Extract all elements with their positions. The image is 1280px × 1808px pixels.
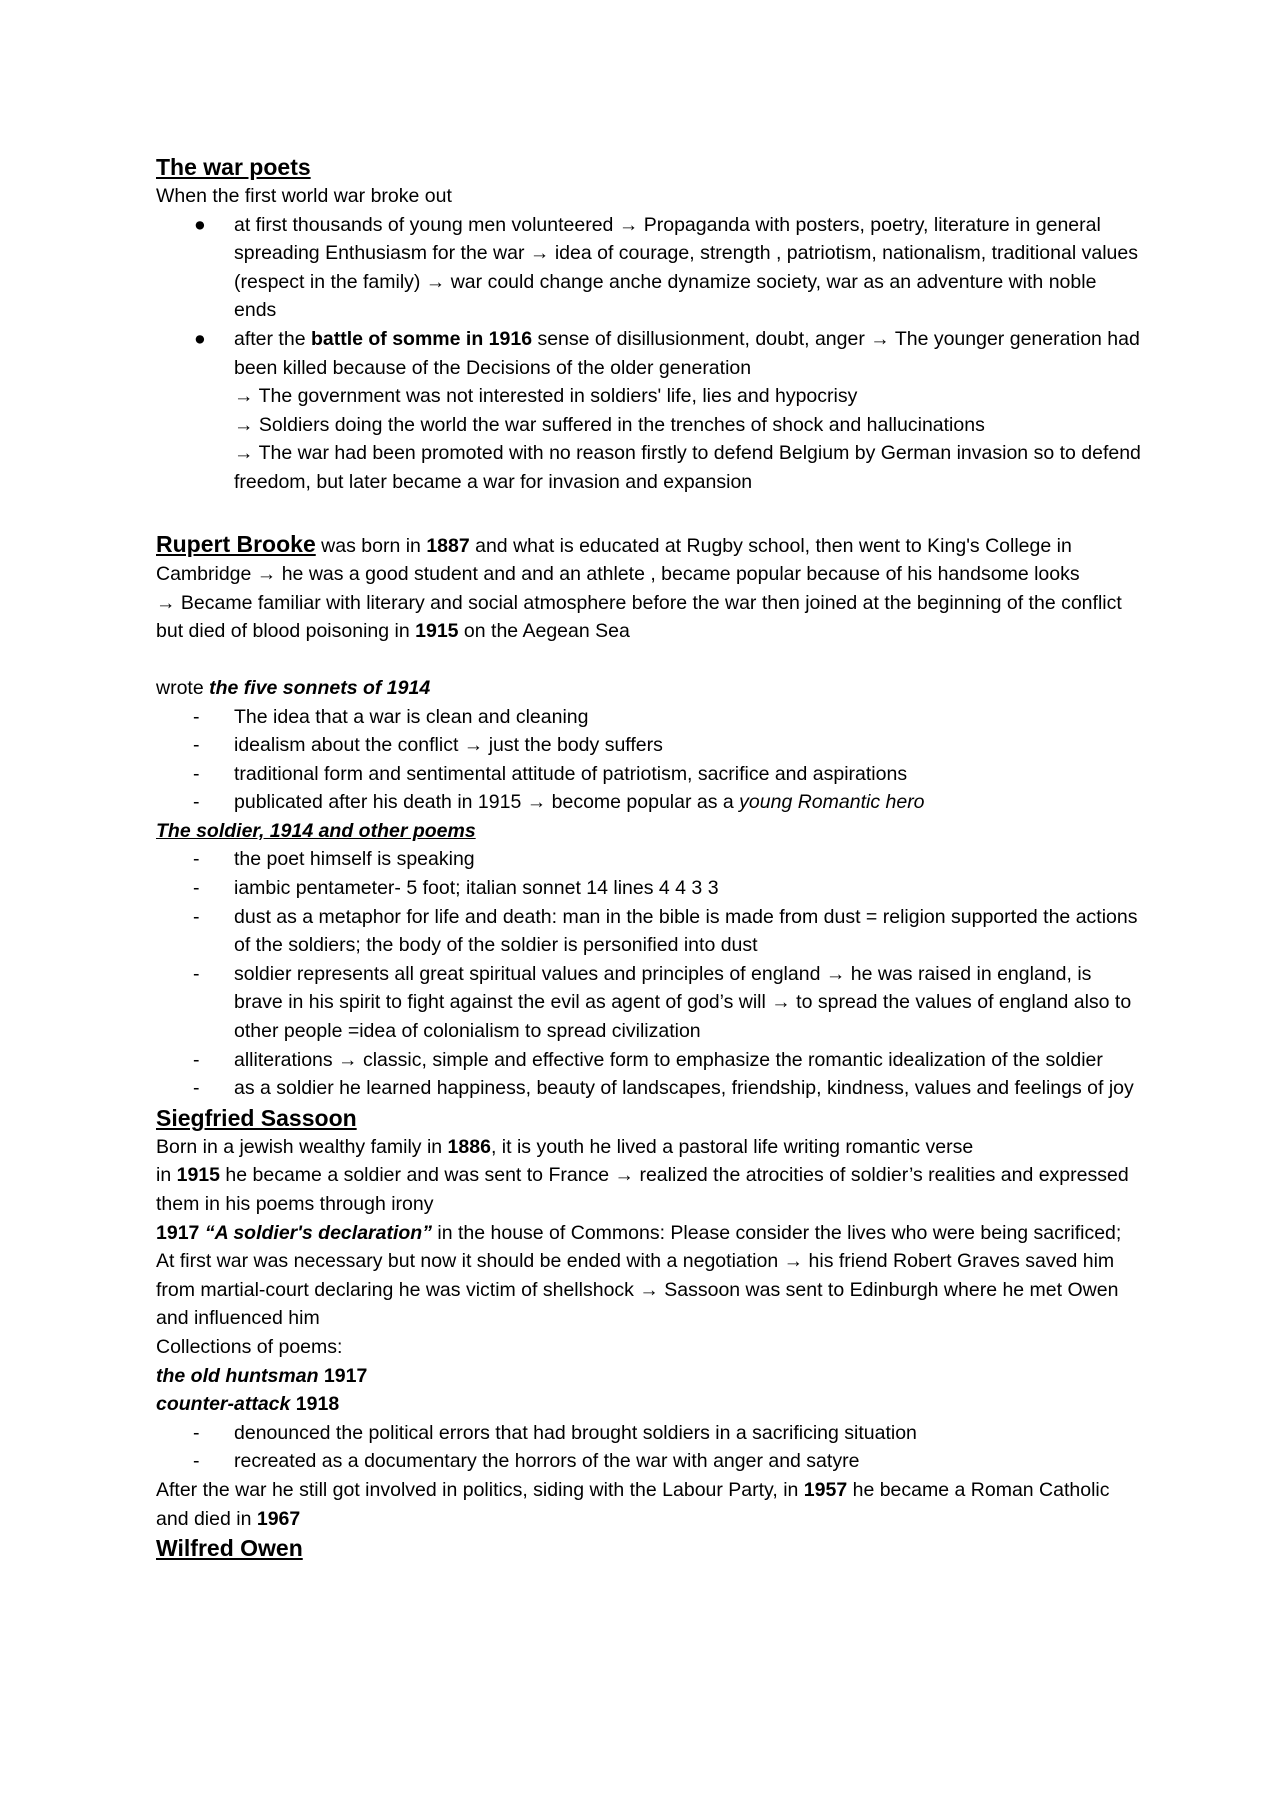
brooke-bio-2: → Became familiar with literary and social atmosphere before the war then joined at the beginning of the conflict but died of blood poisoning in 1915 on the Aegean Sea [156,591,1122,643]
sassoon-after-war: After the war he still got involved in politics, siding with the Labour Party, in 1957 he became a Roman Catholic and died in 1967 [156,1478,1110,1530]
section-title-brooke: Rupert Brooke [156,530,316,557]
sassoon-points [156,1419,1141,1476]
list-item: - recreated as a documentary the horrors of the war with anger and satyre [193,1450,860,1473]
list-item: - the poet himself is speaking [193,848,475,871]
bullet-marker: ● [194,213,206,236]
sassoon-line-1: Born in a jewish wealthy family in 1886, it is youth he lived a pastoral life writing romantic verse [156,1135,974,1158]
document-page [156,152,1141,1563]
sonnet-points [156,703,1141,817]
list-item: - dust as a metaphor for life and death: man in the bible is made from dust = religion supported the actions of the soldiers; the body of the soldier is personified into dust [193,905,1138,957]
collections-label: Collections of poems: [156,1335,343,1358]
list-item: - The idea that a war is clean and cleaning [193,705,589,728]
list-item: - traditional form and sentimental attitude of patriotism, sacrifice and aspirations [193,762,908,785]
list-item: ● after the battle of somme in 1916 sense of disillusionment, doubt, anger → The younger generation had been killed because of the Decisions of the older generation → The government was not interested in soldiers' life, lies and hypocrisy → Soldiers doing the world the war suffered in the trenches of shock and hallucinations → The war had been promoted with no reason firstly to defend Belgium by German invasion so to defend freedom, but later became a war for invasion and expansion [156,325,1141,497]
soldier-poem-title: The soldier, 1914 and other poems [156,819,476,842]
section-title-war-poets: The war poets [156,154,311,180]
sassoon-line-3: 1917 “A soldier's declaration” in the house of Commons: Please consider the lives who were being sacrificed; At first war was necessary but now it should be ended with a negotiation → his friend Robert Graves saved him from martial-court declaring he was victim of shellshock → Sassoon was sent to Edinburgh where he met Owen and influenced him [156,1221,1122,1330]
soldier-points [156,845,1141,1102]
list-item: - idealism about the conflict → just the body suffers [193,734,663,757]
war-poets-bullets [156,211,1141,497]
list-item: - soldier represents all great spiritual values and principles of england → he was raised in england, is brave in his spirit to fight against the evil as agent of god’s will → to spread the values of england also to other people =idea of colonialism to spread civilization [193,962,1132,1043]
intro-text: When the first world war broke out [156,185,452,207]
brooke-wrote: wrote the five sonnets of 1914 [156,676,431,699]
list-item: ● at first thousands of young men volunteered → Propaganda with posters, poetry, literature in general spreading Enthusiasm for the war → idea of courage, strength , patriotism, nationalism, traditional values (respect in the family) → war could change anche dynamize society, war as an adventure with noble ends [156,211,1141,325]
section-title-sassoon: Siegfried Sassoon [156,1104,357,1131]
collection-1: the old huntsman 1917 [156,1364,368,1387]
collection-2: counter-attack 1918 [156,1393,340,1416]
list-item: - iambic pentameter- 5 foot; italian sonnet 14 lines 4 4 3 3 [193,877,719,900]
sassoon-line-2: in 1915 he became a soldier and was sent to France → realized the atrocities of soldier’s realities and expressed them in his poems through irony [156,1164,1129,1215]
section-title-owen: Wilfred Owen [156,1535,303,1562]
list-item: - denounced the political errors that had brought soldiers in a sacrificing situation [193,1421,917,1444]
bullet-marker: ● [194,327,206,350]
list-item: - alliterations → classic, simple and effective form to emphasize the romantic idealization of the soldier [193,1048,1103,1071]
list-item: - as a soldier he learned happiness, beauty of landscapes, friendship, kindness, values and feelings of joy [193,1077,1134,1100]
list-item: - publicated after his death in 1915 → become popular as a young Romantic hero [193,791,925,814]
brooke-bio: Rupert Brooke was born in 1887 and what is educated at Rugby school, then went to King's College in Cambridge → he was a good student and and an athlete , became popular because of his handsome looks [156,530,1080,586]
